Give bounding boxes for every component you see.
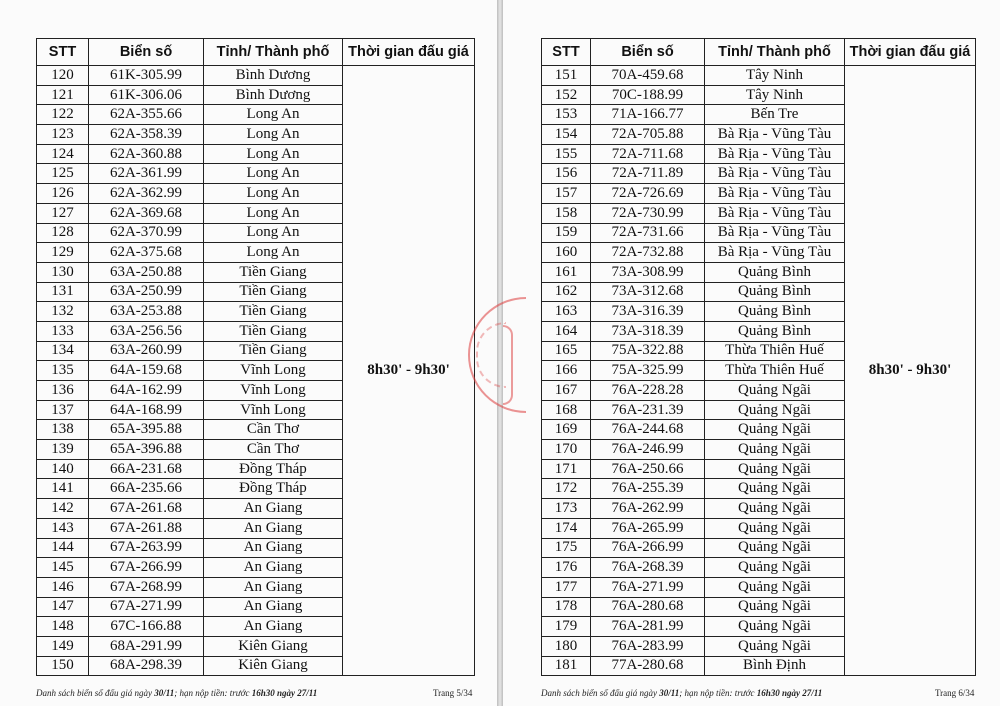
cell-plate: 65A-396.88 [89, 440, 204, 460]
cell-stt: 181 [542, 656, 591, 676]
cell-plate: 70C-188.99 [591, 85, 705, 105]
table-header-row [37, 39, 475, 66]
cell-province: Vĩnh Long [204, 400, 343, 420]
cell-plate: 67A-261.88 [89, 518, 204, 538]
cell-plate: 76A-231.39 [591, 400, 705, 420]
cell-stt: 135 [37, 361, 89, 381]
cell-stt: 130 [37, 262, 89, 282]
cell-province: Bà Rịa - Vũng Tàu [705, 164, 845, 184]
cell-province: Thừa Thiên Huế [705, 361, 845, 381]
cell-stt: 160 [542, 243, 591, 263]
cell-plate: 72A-711.68 [591, 144, 705, 164]
cell-stt: 149 [37, 636, 89, 656]
cell-plate: 76A-265.99 [591, 518, 705, 538]
cell-province: Đồng Tháp [204, 459, 343, 479]
table-body-right [542, 66, 976, 676]
cell-plate: 75A-322.88 [591, 341, 705, 361]
footer-prefix: Danh sách biển số đấu giá ngày [36, 688, 155, 698]
document-page-right [503, 0, 1000, 706]
cell-province: Long An [204, 184, 343, 204]
cell-province: Bà Rịa - Vũng Tàu [705, 203, 845, 223]
cell-stt: 140 [37, 459, 89, 479]
cell-province: Quảng Ngãi [705, 636, 845, 656]
cell-province: Bình Dương [204, 85, 343, 105]
cell-province: Cần Thơ [204, 440, 343, 460]
cell-province: Quảng Ngãi [705, 381, 845, 401]
cell-province: Bà Rịa - Vũng Tàu [705, 184, 845, 204]
cell-stt: 169 [542, 420, 591, 440]
cell-province: Kiên Giang [204, 656, 343, 676]
cell-province: Quảng Ngãi [705, 420, 845, 440]
cell-plate: 76A-246.99 [591, 440, 705, 460]
cell-province: Vĩnh Long [204, 361, 343, 381]
cell-stt: 179 [542, 617, 591, 637]
cell-plate: 62A-370.99 [89, 223, 204, 243]
cell-plate: 73A-312.68 [591, 282, 705, 302]
cell-stt: 129 [37, 243, 89, 263]
cell-stt: 132 [37, 302, 89, 322]
cell-province: Bà Rịa - Vũng Tàu [705, 144, 845, 164]
footer-middle: ; hạn nộp tiền: trước [174, 688, 252, 698]
cell-plate: 72A-730.99 [591, 203, 705, 223]
cell-plate: 63A-250.88 [89, 262, 204, 282]
footer-date: 30/11 [659, 688, 680, 698]
cell-plate: 76A-228.28 [591, 381, 705, 401]
cell-plate: 76A-280.68 [591, 597, 705, 617]
cell-stt: 177 [542, 577, 591, 597]
cell-province: Quảng Ngãi [705, 459, 845, 479]
cell-stt: 142 [37, 499, 89, 519]
cell-province: An Giang [204, 597, 343, 617]
cell-province: Quảng Ngãi [705, 400, 845, 420]
cell-plate: 64A-162.99 [89, 381, 204, 401]
cell-province: Tây Ninh [705, 66, 845, 86]
footer-date: 30/11 [154, 688, 175, 698]
cell-province: Đồng Tháp [204, 479, 343, 499]
cell-plate: 68A-291.99 [89, 636, 204, 656]
cell-plate: 76A-266.99 [591, 538, 705, 558]
cell-province: Bà Rịa - Vũng Tàu [705, 125, 845, 145]
cell-stt: 167 [542, 381, 591, 401]
cell-province: Quảng Ngãi [705, 440, 845, 460]
cell-plate: 63A-250.99 [89, 282, 204, 302]
cell-plate: 61K-306.06 [89, 85, 204, 105]
footer-deadline: 16h30 ngày 27/11 [756, 688, 823, 698]
cell-plate: 65A-395.88 [89, 420, 204, 440]
cell-stt: 122 [37, 105, 89, 125]
cell-plate: 62A-369.68 [89, 203, 204, 223]
cell-province: Quảng Bình [705, 282, 845, 302]
cell-province: An Giang [204, 577, 343, 597]
cell-province: Long An [204, 164, 343, 184]
cell-stt: 161 [542, 262, 591, 282]
cell-stt: 125 [37, 164, 89, 184]
cell-stt: 154 [542, 125, 591, 145]
cell-stt: 126 [37, 184, 89, 204]
cell-province: Tiền Giang [204, 341, 343, 361]
cell-stt: 137 [37, 400, 89, 420]
cell-plate: 62A-355.66 [89, 105, 204, 125]
header-stt: STT [542, 39, 591, 66]
cell-plate: 72A-705.88 [591, 125, 705, 145]
cell-plate: 72A-732.88 [591, 243, 705, 263]
footer-note-left [36, 688, 317, 698]
cell-province: Kiên Giang [204, 636, 343, 656]
cell-province: Quảng Bình [705, 321, 845, 341]
cell-province: Quảng Ngãi [705, 558, 845, 578]
cell-plate: 70A-459.68 [591, 66, 705, 86]
cell-province: Quảng Ngãi [705, 538, 845, 558]
cell-stt: 145 [37, 558, 89, 578]
cell-province: Bà Rịa - Vũng Tàu [705, 223, 845, 243]
cell-stt: 120 [37, 66, 89, 86]
cell-stt: 165 [542, 341, 591, 361]
cell-stt: 172 [542, 479, 591, 499]
cell-province: Tiền Giang [204, 302, 343, 322]
cell-stt: 148 [37, 617, 89, 637]
cell-stt: 156 [542, 164, 591, 184]
red-seal-stamp-bleed [503, 325, 513, 405]
cell-province: Bến Tre [705, 105, 845, 125]
page-number-left: Trang 5/34 [433, 688, 473, 698]
cell-stt: 134 [37, 341, 89, 361]
cell-plate: 76A-262.99 [591, 499, 705, 519]
header-time: Thời gian đấu giá [845, 39, 976, 66]
cell-province: Quảng Ngãi [705, 617, 845, 637]
cell-plate: 64A-159.68 [89, 361, 204, 381]
cell-plate: 76A-244.68 [591, 420, 705, 440]
cell-stt: 162 [542, 282, 591, 302]
cell-plate: 77A-280.68 [591, 656, 705, 676]
cell-plate: 72A-726.69 [591, 184, 705, 204]
cell-plate: 63A-253.88 [89, 302, 204, 322]
cell-stt: 127 [37, 203, 89, 223]
cell-province: Tiền Giang [204, 282, 343, 302]
cell-stt: 163 [542, 302, 591, 322]
cell-plate: 67C-166.88 [89, 617, 204, 637]
cell-plate: 76A-281.99 [591, 617, 705, 637]
cell-stt: 138 [37, 420, 89, 440]
header-plate: Biển số [591, 39, 705, 66]
plate-table-left [36, 38, 475, 676]
footer-middle: ; hạn nộp tiền: trước [679, 688, 757, 698]
cell-province: An Giang [204, 518, 343, 538]
cell-plate: 62A-361.99 [89, 164, 204, 184]
cell-stt: 155 [542, 144, 591, 164]
header-plate: Biển số [89, 39, 204, 66]
cell-province: Quảng Ngãi [705, 577, 845, 597]
footer-prefix: Danh sách biển số đấu giá ngày [541, 688, 660, 698]
cell-province: Quảng Ngãi [705, 479, 845, 499]
cell-stt: 123 [37, 125, 89, 145]
cell-province: Cần Thơ [204, 420, 343, 440]
cell-plate: 62A-362.99 [89, 184, 204, 204]
cell-stt: 121 [37, 85, 89, 105]
cell-province: An Giang [204, 499, 343, 519]
cell-province: Vĩnh Long [204, 381, 343, 401]
cell-province: Tiền Giang [204, 321, 343, 341]
cell-plate: 66A-231.68 [89, 459, 204, 479]
cell-plate: 67A-261.68 [89, 499, 204, 519]
cell-stt: 139 [37, 440, 89, 460]
cell-stt: 178 [542, 597, 591, 617]
cell-province: Tiền Giang [204, 262, 343, 282]
cell-province: Long An [204, 144, 343, 164]
plate-table-right [541, 38, 976, 676]
cell-stt: 175 [542, 538, 591, 558]
cell-stt: 171 [542, 459, 591, 479]
cell-province: Bình Dương [204, 66, 343, 86]
cell-stt: 128 [37, 223, 89, 243]
cell-province: An Giang [204, 617, 343, 637]
cell-province: An Giang [204, 538, 343, 558]
cell-stt: 170 [542, 440, 591, 460]
cell-province: Quảng Bình [705, 302, 845, 322]
footer-note-right [541, 688, 822, 698]
cell-province: Quảng Ngãi [705, 597, 845, 617]
cell-plate: 76A-250.66 [591, 459, 705, 479]
cell-plate: 66A-235.66 [89, 479, 204, 499]
cell-plate: 63A-256.56 [89, 321, 204, 341]
table-row [37, 66, 475, 86]
cell-province: Thừa Thiên Huế [705, 341, 845, 361]
cell-plate: 75A-325.99 [591, 361, 705, 381]
cell-stt: 144 [37, 538, 89, 558]
cell-province: Long An [204, 223, 343, 243]
cell-stt: 124 [37, 144, 89, 164]
cell-stt: 159 [542, 223, 591, 243]
cell-plate: 76A-271.99 [591, 577, 705, 597]
cell-stt: 131 [37, 282, 89, 302]
header-province: Tỉnh/ Thành phố [705, 39, 845, 66]
cell-province: An Giang [204, 558, 343, 578]
cell-plate: 67A-271.99 [89, 597, 204, 617]
header-time: Thời gian đấu giá [343, 39, 475, 66]
cell-province: Long An [204, 243, 343, 263]
cell-province: Quảng Ngãi [705, 518, 845, 538]
cell-plate: 67A-268.99 [89, 577, 204, 597]
cell-plate: 67A-263.99 [89, 538, 204, 558]
cell-stt: 157 [542, 184, 591, 204]
cell-plate: 73A-318.39 [591, 321, 705, 341]
cell-province: Quảng Ngãi [705, 499, 845, 519]
cell-province: Long An [204, 203, 343, 223]
cell-province: Quảng Bình [705, 262, 845, 282]
cell-plate: 62A-375.68 [89, 243, 204, 263]
cell-stt: 152 [542, 85, 591, 105]
cell-stt: 176 [542, 558, 591, 578]
cell-stt: 180 [542, 636, 591, 656]
cell-stt: 168 [542, 400, 591, 420]
cell-plate: 64A-168.99 [89, 400, 204, 420]
cell-stt: 146 [37, 577, 89, 597]
cell-auction-time: 8h30' - 9h30' [343, 66, 475, 676]
header-province: Tỉnh/ Thành phố [204, 39, 343, 66]
table-row [542, 66, 976, 86]
cell-plate: 76A-268.39 [591, 558, 705, 578]
cell-province: Bà Rịa - Vũng Tàu [705, 243, 845, 263]
cell-plate: 62A-360.88 [89, 144, 204, 164]
cell-plate: 63A-260.99 [89, 341, 204, 361]
cell-plate: 71A-166.77 [591, 105, 705, 125]
cell-province: Long An [204, 125, 343, 145]
cell-stt: 143 [37, 518, 89, 538]
cell-plate: 76A-283.99 [591, 636, 705, 656]
cell-plate: 73A-316.39 [591, 302, 705, 322]
cell-plate: 62A-358.39 [89, 125, 204, 145]
cell-plate: 61K-305.99 [89, 66, 204, 86]
cell-stt: 158 [542, 203, 591, 223]
cell-plate: 73A-308.99 [591, 262, 705, 282]
cell-plate: 76A-255.39 [591, 479, 705, 499]
cell-plate: 72A-711.89 [591, 164, 705, 184]
cell-stt: 174 [542, 518, 591, 538]
cell-stt: 151 [542, 66, 591, 86]
cell-stt: 147 [37, 597, 89, 617]
cell-province: Bình Định [705, 656, 845, 676]
cell-stt: 173 [542, 499, 591, 519]
table-body-left [37, 66, 475, 676]
page-number-right: Trang 6/34 [935, 688, 975, 698]
cell-plate: 67A-266.99 [89, 558, 204, 578]
cell-province: Tây Ninh [705, 85, 845, 105]
cell-plate: 68A-298.39 [89, 656, 204, 676]
cell-stt: 136 [37, 381, 89, 401]
cell-stt: 133 [37, 321, 89, 341]
table-header-row [542, 39, 976, 66]
cell-stt: 153 [542, 105, 591, 125]
cell-auction-time: 8h30' - 9h30' [845, 66, 976, 676]
document-page-left [0, 0, 497, 706]
cell-stt: 141 [37, 479, 89, 499]
cell-stt: 150 [37, 656, 89, 676]
cell-stt: 166 [542, 361, 591, 381]
cell-stt: 164 [542, 321, 591, 341]
cell-plate: 72A-731.66 [591, 223, 705, 243]
cell-province: Long An [204, 105, 343, 125]
footer-deadline: 16h30 ngày 27/11 [251, 688, 318, 698]
header-stt: STT [37, 39, 89, 66]
